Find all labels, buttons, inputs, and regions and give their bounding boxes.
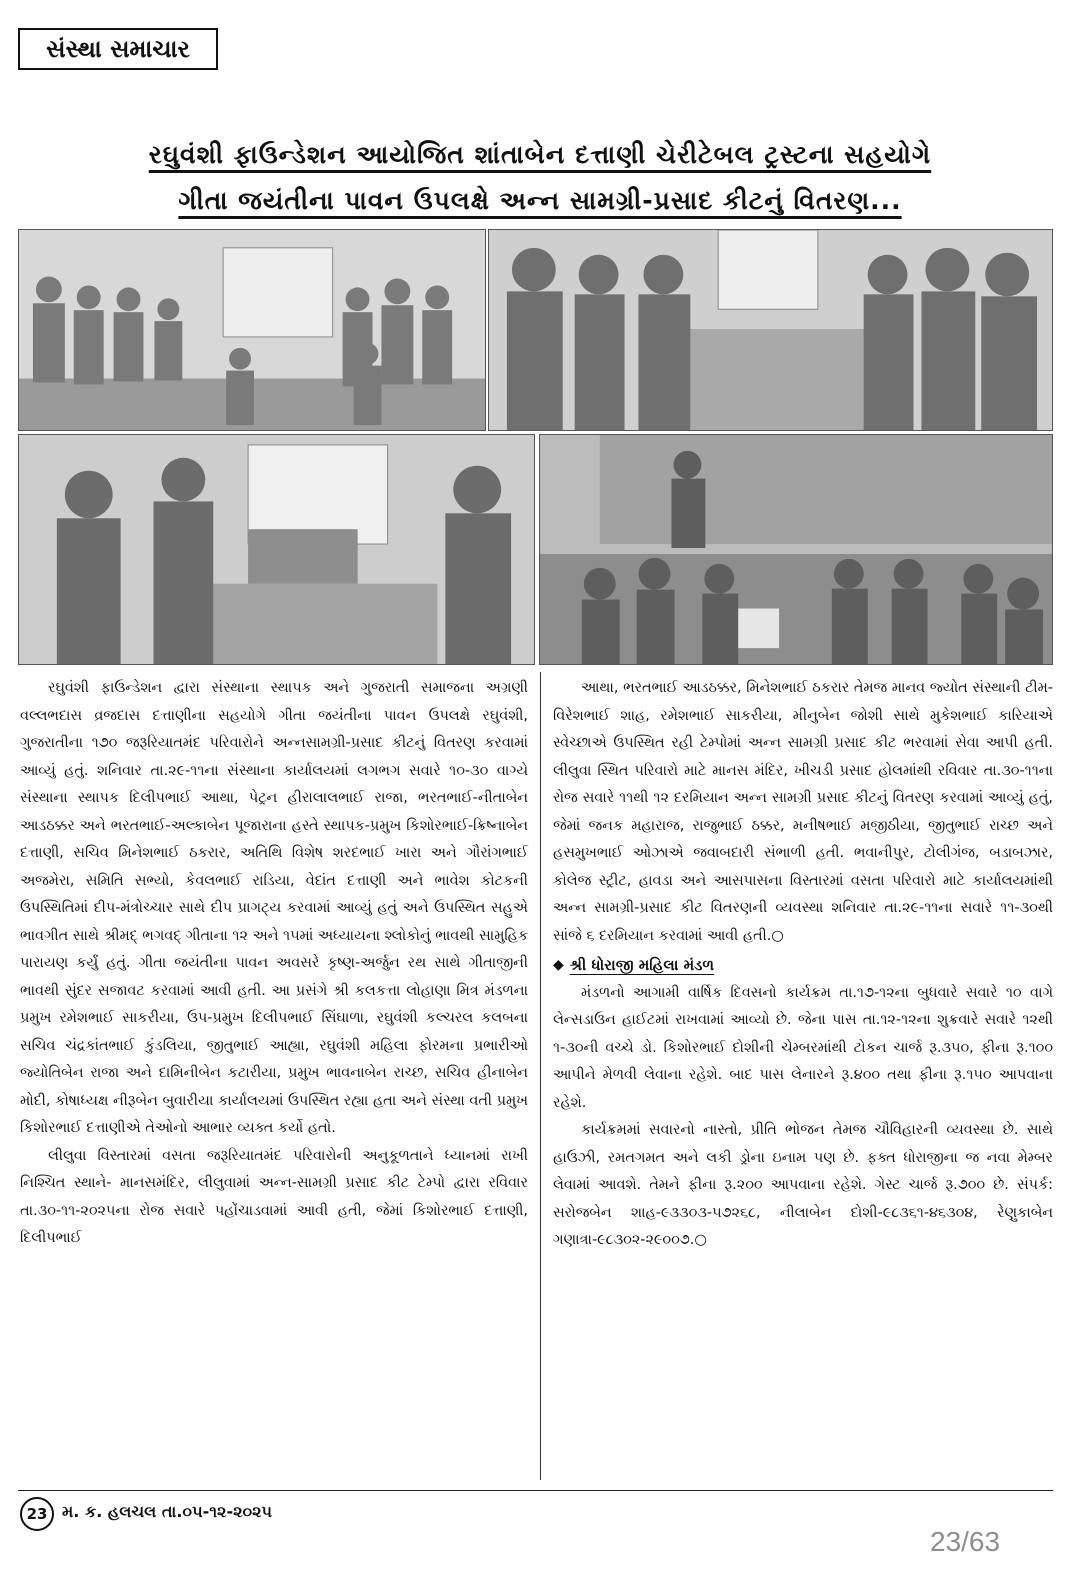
diamond-bullet-icon: ◆ — [553, 957, 564, 973]
article-paragraph-3: આથા, ભરતભાઈ આડઠક્કર, મિનેશભાઈ ઠકરાર તેમજ માનવ જ્યોત સંસ્થાની ટીમ- વિરેશભાઈ શાહ, રમેશભાઈ સાકરીયા, મીનુબેન જોશી સાથે મુકેશભાઈ કારિયાએ સ્વેચ્છાએ ઉપસ્થિત રહી ટેમ્પોમાં અન્ન સામગ્રી પ્રસાદ કીટ ભરવામાં સેવા આપી હતી. લીલુવા સ્થિત પરિવારો માટે માનસ મંદિર, ખીચડી પ્રસાદ હોલમાંથી રવિવાર તા.૩૦-૧૧ના રોજ સવારે ૧૧થી ૧૨ દરમિયાન અન્ન સામગ્રી પ્રસાદ કીટનું વિતરણ કરવામાં આવ્યું હતું, જેમાં જનક મહારાજ, રાજુભાઈ ઠક્કર, મનીષભાઈ મજીઠીયા, જીતુભાઈ રાચ્છ અને હસમુખભાઈ ઓઝાએ જવાબદારી સંભાળી હતી. ભવાનીપુર, ટોલીગંજ, બડાબઝાર, કોલેજ સ્ટ્રીટ, હાવડા અને આસપાસના વિસ્તારમાં વસતા પરિવારો માટે કાર્યાલયમાંથી અન્ન સામગ્રી-પ્રસાદ કીટ વિતરણની વ્યવસ્થા શનિવાર તા.૨૯-૧૧ના સવારે ૧૧-૩૦થી સાંજે ૬ દરમિયાન કરવામાં આવી હતી.○ — [553, 680, 1054, 944]
end-mark: ○ — [694, 1232, 707, 1248]
event-photo-3 — [18, 434, 535, 665]
publication-footer: મ. ક. હલચલ તા.૦૫-૧૨-૨૦૨૫ — [62, 1502, 273, 1521]
column-divider — [540, 672, 541, 1480]
article-paragraph-2: લીલુવા વિસ્તારમાં વસતા જરૂરિયાતમંદ પરિવારોની અનુકૂળતાને ધ્યાનમાં રાખી નિશ્ચિત સ્થાને- માનસમંદિર, લીલુવામાં અન્ન-સામગ્રી પ્રસાદ કીટ ટેમ્પો દ્વારા રવિવાર તા.૩૦-૧૧-૨૦૨૫ના રોજ સવારે પહોંચાડવામાં આવી હતી, જેમાં કિશોરભાઈ દત્તાણી, દિલીપભાઈ — [20, 1147, 528, 1246]
headline-line-1: રઘુવંશી ફાઉન્ડેશન આયોજિત શાંતાબેન દત્તાણી ચેરીટેબલ ટ્રસ્ટના સહયોગે — [148, 140, 932, 169]
event-photo-4 — [539, 434, 1053, 665]
headline-line-2: ગીતા જયંતીના પાવન ઉપલક્ષે અન્ન સામગ્રી-પ્રસાદ કીટનું વિતરણ... — [178, 186, 902, 215]
viewer-page-indicator: 23/63 — [930, 1526, 1001, 1557]
event-photo-2 — [488, 229, 1053, 431]
footer-rule — [18, 1490, 1053, 1491]
event-photo-1 — [18, 229, 486, 431]
section-tag: સંસ્થા સમાચાર — [18, 28, 218, 70]
article-paragraph-4: મંડળનો આગામી વાર્ષિક દિવસનો કાર્યક્રમ તા.૧૭-૧૨ના બુધવારે સવારે ૧૦ વાગે લેન્સડાઉન હાઈટમાં રાખવામાં આવ્યો છે. જેના પાસ તા.૧૨-૧૨ના શુક્રવારે સવારે ૧૨થી ૧-૩૦ની વચ્ચે ડો. કિશોરભાઈ દોશીની ચેમ્બરમાંથી ટોકન ચાર્જ રૂ.૩૫૦, ફીના રૂ.૧૦૦ આપીને મેળવી લેવાના રહેશે. બાદ પાસ લેનારને રૂ.૪૦૦ તથા ફીના રૂ.૧૫૦ આપવાના રહેશે. — [553, 984, 1053, 1111]
article-paragraph-1: રઘુવંશી ફાઉન્ડેશન દ્વારા સંસ્થાના સ્થાપક અને ગુજરાતી સમાજના અગ્રણી વલ્લભદાસ વ્રજદાસ દત્તાણીના સહયોગે ગીતા જયંતીના પાવન ઉપલક્ષે રઘુવંશી, ગુજરાતીના ૧૭૦ જરૂરિયાતમંદ પરિવારોને અન્નસામગ્રી-પ્રસાદ કીટનું વિતરણ કરવામાં આવ્યું હતું. શનિવાર તા.૨૯-૧૧ના સંસ્થાના કાર્યાલયમાં લગભગ સવારે ૧૦-૩૦ વાગ્યે સંસ્થાના સ્થાપક દિલીપભાઈ આથા, પેટ્રન હીરાલાલભાઈ રાજા, ભરતભાઈ-નીતાબેન આડઠક્કર અને ભરતભાઈ-અલ્કાબેન પૂજારાના હસ્તે સ્થાપક-પ્રમુખ કિશોરભાઈ-ક્રિષ્નાબેન દત્તાણી, સચિવ મિનેશભાઈ ઠકરાર, અતિથિ વિશેષ શરદભાઈ ખારા અને ગૌરાંગભાઈ અજમેરા, સમિતિ સભ્યો, કેવલભાઈ રાડિયા, વેદાંત દત્તાણી અને ભાવેશ કોટકની ઉપસ્થિતિમાં દીપ-મંત્રોચ્ચાર સાથે દીપ પ્રાગટ્ય કરવામાં આવ્યું હતું અને ઉપસ્થિત સહુએ ભાવગીત સાથે શ્રીમદ્ ભગવદ્ ગીતાના ૧૨ અને ૧૫માં અધ્યાયના શ્લોકોનું ભાવથી સામુહિક પારાયણ કર્યું હતું. ગીતા જયંતીના પાવન અવસરે કૃષ્ણ-અર્જુન રથ સાથે ગીતાજીની ભાવથી સુંદર સજાવટ કરવામાં આવી હતી. આ પ્રસંગે શ્રી કલકત્તા લોહાણા મિત્ર મંડળના પ્રમુખ રમેશભાઈ સાકરીયા, ઉપ-પ્રમુખ દિલીપભાઈ સિંઘાળા, રઘુવંશી કલ્ચરલ કલબના સચિવ ચંદ્રકાંતભાઈ કુંડલિયા, જીતુભાઈ આહ્યા, રઘુવંશી મહિલા ફોરમના પ્રભારીઓ જ્યોતિબેન રાજા અને દામિનીબેન કટારીયા, પ્રમુખ ભાવનાબેન રાચ્છ, સચિવ હીનાબેન મોદી, કોષાધ્યક્ષ નીરૂબેન બુવારીયા કાર્યાલયમાં ઉપસ્થિત રહ્યા હતા અને સંસ્થા વતી પ્રમુખ કિશોરભાઈ દત્તાણીએ તેઓનો આભાર વ્યક્ત કર્યો હતો. — [20, 680, 528, 1136]
article-paragraph-5: કાર્યક્રમમાં સવારનો નાસ્તો, પ્રીતિ ભોજન તેમજ ચૌવિહારની વ્યવસ્થા છે. સાથે હાઉઝી, રમતગમત અને લકી ડ્રોના ઇનામ પણ છે. ફક્ત ધોરાજીના જ નવા મેમ્બર લેવામાં આવશે. તેમને ફીના રૂ.૨૦૦ આપવાના રહેશે. ગેસ્ટ ચાર્જ રૂ.૭૦૦ છે. સંપર્ક: સરોજબેન શાહ-૯૩૩૦૩-૫૭૨૬૮, નીલાબેન દોશી-૯૮૩૬૧-૪૬૩૦૪, રેણુકાબેન ગણાત્રા-૯૮૩૦૨-૨૯૦૦૭.○ — [553, 1122, 1053, 1248]
page-number: 23 — [20, 1497, 54, 1531]
end-mark: ○ — [771, 927, 784, 944]
article-right-column — [553, 675, 1053, 1255]
article-left-column — [20, 675, 528, 1253]
subheading-dhoraji-mahila-mandal: ◆ શ્રી ધોરાજી મહિલા મંડળ — [553, 952, 1053, 980]
